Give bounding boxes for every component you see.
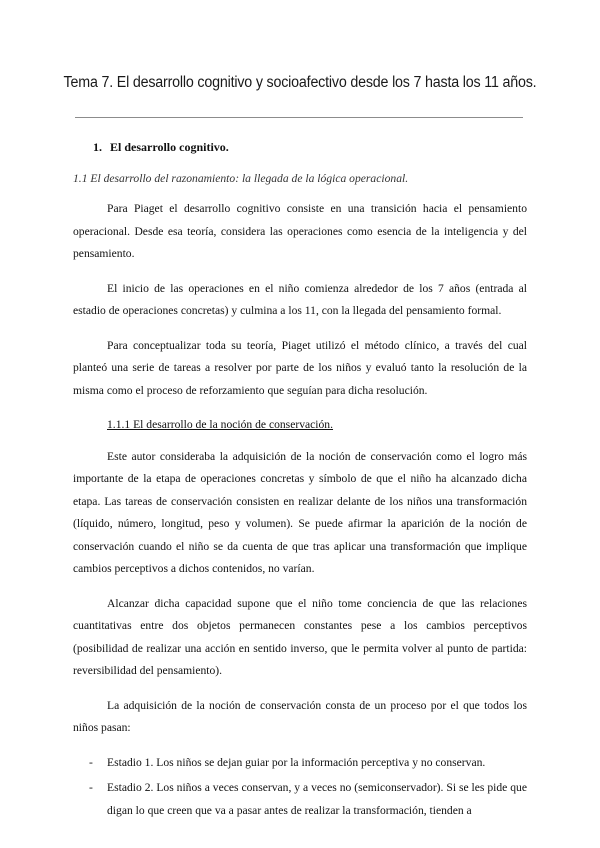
list-bullet: - [89,781,93,794]
list-item [73,752,527,775]
paragraph: Para conceptualizar toda su teoría, Piaget utilizó el método clínico, a través del cual planteó una serie de tareas a resolver por parte de los niños y evaluó tanto la resolución de la misma como el proceso de reforzamiento que seguían para dicha resolución. [73,338,527,397]
paragraph: Para Piaget el desarrollo cognitivo consiste en una transición hacia el pensamiento operacional. Desde esa teoría, considera las operaciones como esencia de la inteligencia y del pensamiento. [73,202,527,260]
list-bullet: - [89,755,93,769]
paragraph: Este autor consideraba la adquisición de la noción de conservación como el logro más importante de la etapa de operaciones concretas y símbolo de que el niño ha alcanzado dicha etapa. Las tareas de conservación consisten en realizar delante de los niños una transformación (líquido, número, longitud, peso y volumen). Se puede afirmar la aparición de la noción de conservación cuando el niño se da cuenta de que tras aplicar una transformación que implique cambios perceptivos a dichos contenidos, no varían. [73,449,527,575]
document-body [73,136,527,825]
paragraph: La adquisición de la noción de conservación consta de un proceso por el que todos los niños pasan: [73,698,527,734]
section-number: 1. [93,140,102,154]
list-item-text: Estadio 2. Los niños a veces conservan, y a veces no (semiconservador). Si se les pide que digan lo que creen que va a pasar antes de realizar la transformación, tienden a [107,781,527,817]
paragraph: El inicio de las operaciones en el niño comienza alrededor de los 7 años (entrada al estadio de operaciones concretas) y culmina a los 11, con la llegada del pensamiento formal. [73,281,527,317]
subsubsection-heading: 1.1.1 El desarrollo de la noción de conservación. [107,418,334,431]
list-item-text: Estadio 1. Los niños se dejan guiar por la información perceptiva y no conservan. [107,755,486,769]
document-title: Tema 7. El desarrollo cognitivo y socioafectivo desde los 7 hasta los 11 años. [63,74,537,91]
section-heading-text: El desarrollo cognitivo. [110,140,229,154]
stage-list [73,752,527,823]
list-item [73,777,527,822]
subsection-heading: 1.1 El desarrollo del razonamiento: la llegada de la lógica operacional. [73,171,409,185]
section-heading [93,136,527,159]
paragraph: Alcanzar dicha capacidad supone que el niño tome conciencia de que las relaciones cuantitativas entre dos objetos permanecen constantes pese a los cambios perceptivos (posibilidad de realizar una acción en sentido inverso, que le permita volver al punto de partida: reversibilidad del pensamiento). [73,596,527,677]
title-divider [75,117,523,118]
